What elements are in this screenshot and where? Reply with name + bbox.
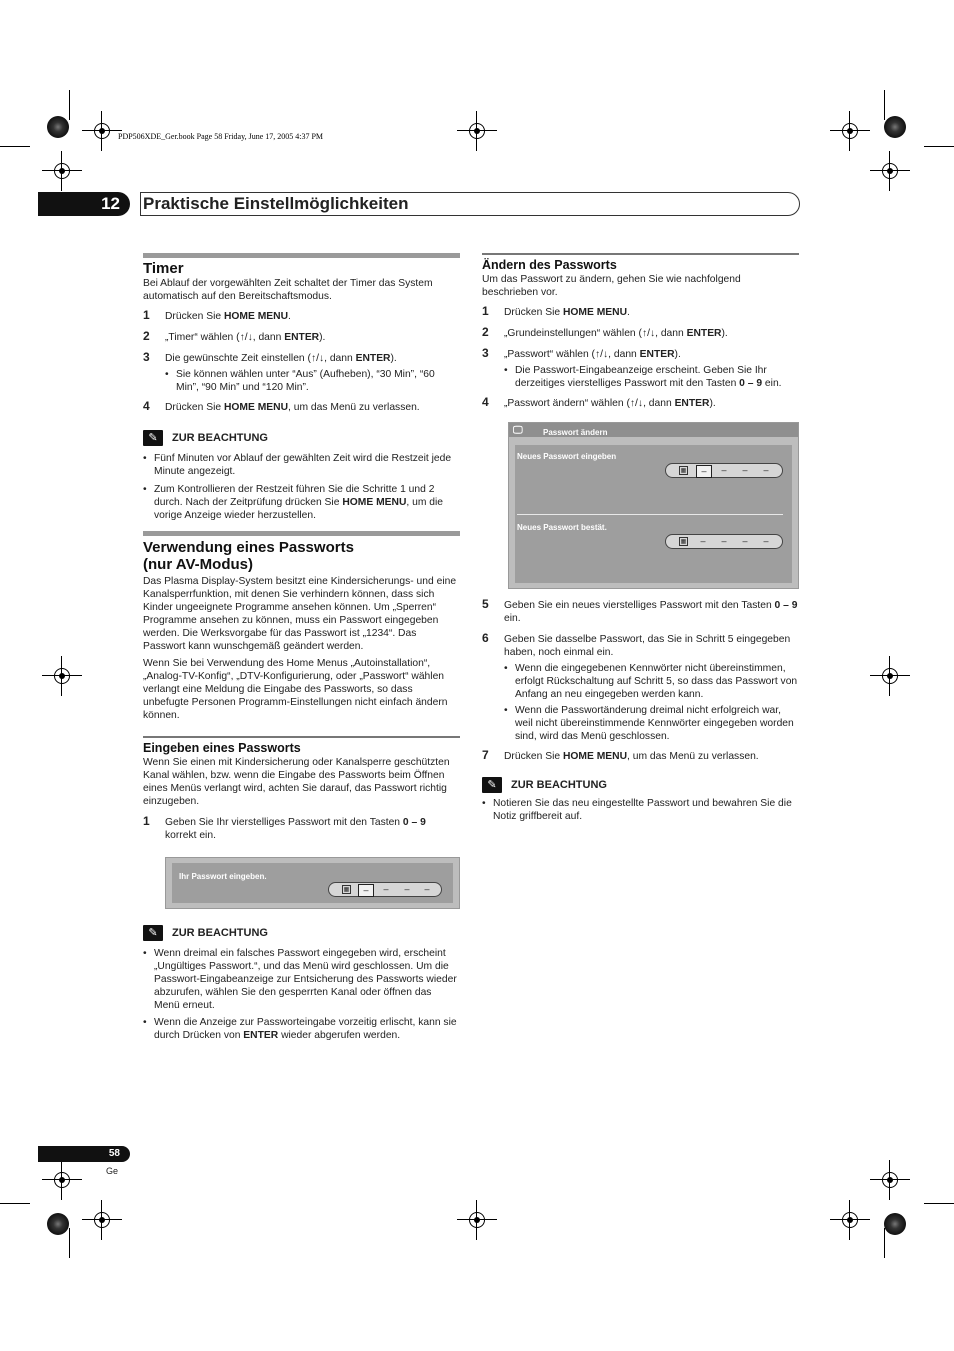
password-digit[interactable]: –: [721, 465, 727, 475]
step-text: korrekt ein.: [165, 830, 216, 841]
step-key: HOME MENU: [223, 311, 289, 322]
crosshair-mark-icon: [42, 1160, 82, 1200]
crosshair-mark-icon: [82, 1200, 122, 1240]
note-text: , um die vorige Anzeige wieder herzustellen.: [154, 497, 444, 521]
step-text: „Passwort ändern“ wählen (↑/↓, dann: [504, 398, 675, 409]
crosshair-mark-icon: [457, 111, 497, 151]
step-key: 0 – 9: [402, 817, 426, 828]
step-text: „Grundeinstellungen“ wählen (↑/↓, dann: [504, 328, 687, 339]
enter-note-2: [143, 1016, 460, 1042]
step-number: 5: [482, 597, 489, 611]
crosshair-mark-icon: [42, 151, 82, 191]
step-key: ENTER: [686, 328, 722, 339]
password-heading-line-2: (nur AV-Modus): [143, 556, 253, 573]
step-text: „Passwort“ wählen (↑/↓, dann: [504, 349, 640, 360]
crop-line: [884, 1228, 885, 1258]
bullet-text: Die Passwort-Eingabeanzeige erscheint. Geben Sie Ihr derzeitiges vierstelliges Passwort mit den Tasten: [515, 365, 767, 389]
step-text: ).: [390, 353, 397, 364]
step-key: HOME MENU: [562, 751, 628, 762]
crop-line: [69, 90, 70, 120]
note-text: wieder abgerufen werden.: [278, 1030, 401, 1041]
timer-note-2: [143, 483, 460, 522]
password-entry-screen: [165, 857, 460, 909]
change-note-1: • Notieren Sie das neu eingestellte Passwort und bewahren Sie die Notiz griffbereit auf.: [482, 797, 799, 823]
step-number: 3: [143, 350, 150, 364]
step-text: Drücken Sie: [504, 751, 563, 762]
timer-step-4: [143, 401, 460, 414]
step-number: 2: [482, 325, 489, 339]
registration-target-icon: [884, 1213, 906, 1235]
step-text: , um das Menü zu verlassen.: [627, 751, 759, 762]
crosshair-mark-icon: [830, 111, 870, 151]
timer-step-3-bullet: • Sie können wählen unter “Aus” (Aufheben), “30 Min”, “60 Min”, “90 Min” und “120 Min”.: [143, 368, 460, 394]
step-text: .: [627, 307, 630, 318]
language-code: Ge: [106, 1166, 119, 1176]
password-prompt: Ihr Passwort eingeben.: [179, 872, 267, 881]
change-step-2: [482, 327, 799, 340]
step-text: Geben Sie Ihr vierstelliges Passwort mit den Tasten: [165, 817, 403, 828]
password-digit[interactable]: –: [696, 465, 712, 478]
bullet-text: ein.: [762, 378, 782, 389]
crosshair-mark-icon: [42, 656, 82, 696]
step-number: 3: [482, 346, 489, 360]
crop-line: [69, 1228, 70, 1258]
password-para-2: Wenn Sie bei Verwendung des Home Menus „Autoinstallation“, „Analog-TV-Konfig“, „DTV-Konfigurierung, oder „Passwort“ wählen verlangt eine Meldung die Eingabe des Passworts, so dass unbefugte Personen Programm-Einstellungen nicht einfach ändern können.: [143, 658, 448, 721]
right-column: [482, 253, 799, 823]
step-number: 6: [482, 631, 489, 645]
change-step-6-bullet-1: • Wenn die eingegebenen Kennwörter nicht übereinstimmen, erfolgt Rückschaltung auf Schritt 5, so dass das Passwort von Anfang an neu eingegeben werden kann.: [482, 662, 799, 701]
timer-heading: Timer: [143, 260, 184, 277]
timer-step-2: [143, 331, 460, 344]
step-text: Geben Sie dasselbe Passwort, das Sie in Schritt 5 eingegeben haben, noch einmal ein.: [504, 634, 791, 658]
registration-target-icon: [884, 116, 906, 138]
step-text: Geben Sie ein neues vierstelliges Passwort mit den Tasten: [504, 600, 775, 611]
crop-line: [884, 90, 885, 120]
registration-target-icon: [47, 1213, 69, 1235]
password-heading-line-1: Verwendung eines Passworts: [143, 539, 354, 556]
enter-step-1: [143, 816, 460, 842]
screen-title: Passwort ändern: [543, 428, 608, 437]
note-key: HOME MENU: [342, 497, 407, 508]
subsection-rule: [482, 253, 799, 255]
step-text: Drücken Sie: [165, 402, 224, 413]
tv-icon: 🖵: [513, 425, 523, 436]
crop-line: [0, 146, 30, 147]
note-text: Zum Kontrollieren der Restzeit führen Sie die Schritte 1 und 2 durch. Nach der Zeitprüfung drücken Sie: [154, 484, 435, 508]
crosshair-mark-icon: [830, 1200, 870, 1240]
page-number: 58: [38, 1146, 130, 1162]
pencil-note-icon: ✎: [143, 430, 163, 446]
change-step-7: [482, 750, 799, 763]
step-text: „Timer“ wählen (↑/↓, dann: [165, 332, 285, 343]
crop-line: [924, 1203, 954, 1204]
change-step-6: [482, 633, 799, 659]
password-para-1: Das Plasma Display-System besitzt eine Kindersicherungs- und eine Kanalsperrfunktion, mit denen Sie verhindern können, dass sich Kinder ungeeignete Programme ansehen können. Um „Sperren“ Programme ansehen zu können, muss ein Passwort eingegeben werden. Die Werksvorgabe für das Passwort ist „1234“. Das Passwort kann wunschgemäß geändert werden.: [143, 576, 457, 652]
lock-icon: ▦: [680, 539, 687, 545]
password-digit[interactable]: –: [383, 884, 389, 894]
step-number: 1: [143, 814, 150, 828]
confirm-password-field[interactable]: [665, 534, 783, 549]
confirm-password-label: Neues Passwort bestät.: [517, 523, 607, 532]
note-text: Wenn die Anzeige zur Passworteingabe vorzeitig erlischt, kann sie durch Drücken von: [154, 1017, 457, 1041]
step-number: 2: [143, 329, 150, 343]
change-step-5: [482, 599, 799, 625]
step-text: ein.: [504, 613, 521, 624]
change-password-heading: Ändern des Passworts: [482, 258, 617, 272]
password-digit[interactable]: –: [358, 884, 374, 897]
step-number: 1: [143, 308, 150, 322]
note-header: [143, 925, 460, 941]
file-info: PDP506XDE_Ger.book Page 58 Friday, June 17, 2005 4:37 PM: [118, 132, 324, 141]
pencil-note-icon: ✎: [143, 925, 163, 941]
change-step-1: [482, 306, 799, 319]
note-label: ZUR BEACHTUNG: [511, 778, 607, 791]
change-step-3: [482, 348, 799, 361]
note-header: [143, 430, 460, 446]
step-text: , um das Menü zu verlassen.: [288, 402, 420, 413]
note-key: ENTER: [243, 1030, 279, 1041]
step-text: ).: [709, 398, 716, 409]
step-key: HOME MENU: [223, 402, 289, 413]
new-password-field[interactable]: [665, 463, 783, 478]
change-step-4: [482, 397, 799, 410]
crosshair-mark-icon: [82, 111, 122, 151]
new-password-label: Neues Passwort eingeben: [517, 452, 617, 461]
chapter-number: 12: [38, 192, 130, 216]
password-digit[interactable]: –: [404, 884, 410, 894]
crosshair-mark-icon: [457, 1200, 497, 1240]
step-key: ENTER: [674, 398, 710, 409]
step-number: 7: [482, 748, 489, 762]
step-text: Drücken Sie: [165, 311, 224, 322]
step-number: 4: [482, 395, 489, 409]
step-key: 0 – 9: [774, 600, 798, 611]
note-label: ZUR BEACHTUNG: [172, 431, 268, 444]
password-digit[interactable]: –: [763, 465, 769, 475]
step-text: Die gewünschte Zeit einstellen (↑/↓, dann: [165, 353, 356, 364]
timer-intro: Bei Ablauf der vorgewählten Zeit schaltet der Timer das System automatisch auf den Bereitschaftsmodus.: [143, 278, 433, 302]
crosshair-mark-icon: [870, 1160, 910, 1200]
step-key: HOME MENU: [562, 307, 628, 318]
step-text: ).: [319, 332, 326, 343]
password-digit[interactable]: –: [742, 536, 748, 546]
timer-step-1: [143, 310, 460, 323]
step-text: ).: [674, 349, 681, 360]
subsection-rule: [143, 736, 460, 738]
step-key: ENTER: [355, 353, 391, 364]
timer-step-3: [143, 352, 460, 365]
lock-icon: ▦: [680, 468, 687, 474]
chapter-title: Praktische Einstellmöglichkeiten: [143, 194, 409, 213]
note-header: [482, 777, 799, 793]
step-text: ).: [721, 328, 728, 339]
change-step-6-bullet-2: • Wenn die Passwortänderung dreimal nicht erfolgreich war, weil nicht übereinstimmende Kennwörter eingegeben worden sind, wird das Menü geschlossen.: [482, 704, 799, 743]
registration-target-icon: [47, 116, 69, 138]
step-text: Drücken Sie: [504, 307, 563, 318]
left-column: [143, 253, 460, 1042]
bullet-key: 0 – 9: [739, 378, 763, 389]
section-rule: [143, 253, 460, 258]
screen-divider: [517, 514, 783, 515]
change-password-screen: [508, 422, 799, 589]
timer-note-1: • Fünf Minuten vor Ablauf der gewählten Zeit wird die Restzeit jede Minute angezeigt.: [143, 452, 460, 478]
note-label: ZUR BEACHTUNG: [172, 926, 268, 939]
enter-password-heading: Eingeben eines Passworts: [143, 741, 301, 755]
lock-icon: ▦: [343, 887, 350, 893]
password-digit[interactable]: –: [424, 884, 430, 894]
step-key: ENTER: [639, 349, 675, 360]
enter-note-1: • Wenn dreimal ein falsches Passwort eingegeben wird, erscheint „Ungültiges Passwort.“, und das Menü wird geschlossen. Um die Passwort-Eingabeanzeige zur Entsicherung des Passworts wieder abzurufen, wählen Sie den gesperrten Kanal oder öffnen das Menü erneut.: [143, 947, 460, 1012]
password-field[interactable]: [328, 882, 442, 897]
password-digit[interactable]: –: [763, 536, 769, 546]
section-rule: [143, 531, 460, 536]
step-number: 1: [482, 304, 489, 318]
pencil-note-icon: ✎: [482, 777, 502, 793]
crop-line: [0, 1203, 30, 1204]
step-key: ENTER: [284, 332, 320, 343]
enter-password-intro: Wenn Sie einen mit Kindersicherung oder Kanalsperre geschützten Kanal wählen, bzw. wenn die Eingabe des Passworts beim Öffnen eines Menüs verlangt wird, achten Sie darauf, das Passwort richtig einzugeben.: [143, 757, 450, 807]
crop-line: [924, 146, 954, 147]
password-digit[interactable]: –: [700, 536, 706, 546]
crosshair-mark-icon: [870, 151, 910, 191]
crosshair-mark-icon: [870, 656, 910, 696]
password-digit[interactable]: –: [742, 465, 748, 475]
change-step-3-bullet: [482, 364, 799, 390]
change-password-intro: Um das Passwort zu ändern, gehen Sie wie nachfolgend beschrieben vor.: [482, 274, 741, 298]
step-number: 4: [143, 399, 150, 413]
step-text: .: [288, 311, 291, 322]
password-digit[interactable]: –: [721, 536, 727, 546]
